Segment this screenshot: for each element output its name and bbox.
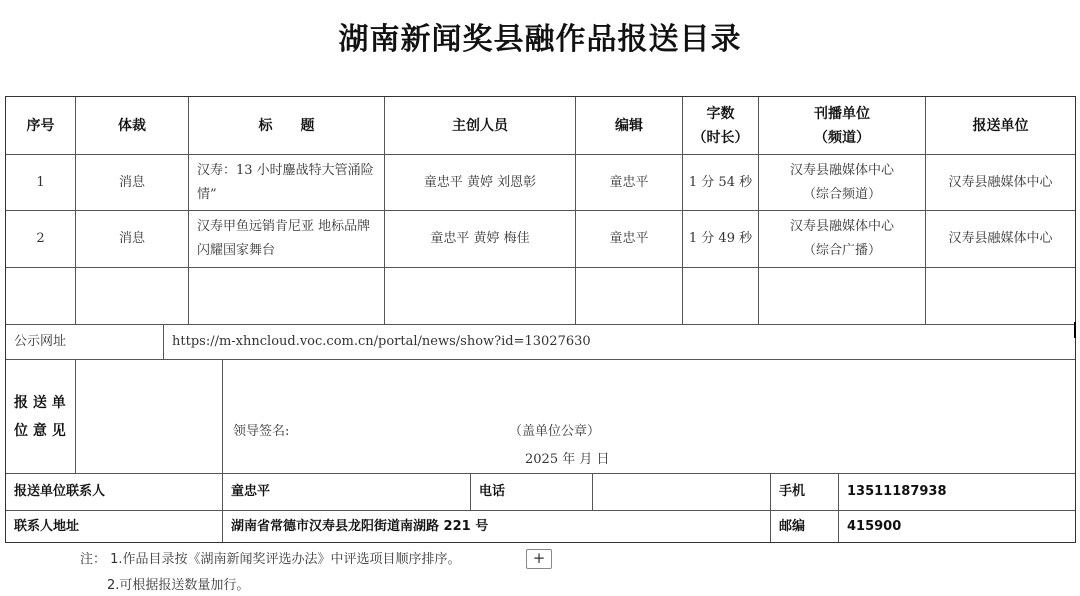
row1-publisher xyxy=(759,155,926,211)
note-prefix: 注： xyxy=(80,552,107,567)
row2-creators: 童忠平 黄婷 梅佳 xyxy=(385,211,576,268)
header-seq: 序号 xyxy=(6,97,76,155)
postcode-value[interactable]: 415900 xyxy=(847,518,902,534)
seal-label: （盖单位公章） xyxy=(509,424,601,439)
address-value[interactable]: 湖南省常德市汉寿县龙阳街道南湖路 221 号 xyxy=(223,511,771,542)
row1-length: 1 分 54 秒 xyxy=(683,155,759,211)
header-publisher xyxy=(759,97,926,155)
row2-length: 1 分 49 秒 xyxy=(683,211,759,268)
plus-icon[interactable]: + xyxy=(526,549,552,569)
postcode-label: 邮编 xyxy=(771,511,839,542)
row3-creators[interactable] xyxy=(385,268,576,325)
row2-seq: 2 xyxy=(6,211,76,268)
submission-table xyxy=(5,96,1076,543)
address-label: 联系人地址 xyxy=(6,511,223,542)
row1-seq: 1 xyxy=(6,155,76,211)
opinion-date: 2025 年 月 日 xyxy=(525,452,610,467)
leader-signature-label: 领导签名: xyxy=(233,424,290,439)
header-length-line1: 字数 xyxy=(706,105,735,122)
mobile-value[interactable]: 13511187938 xyxy=(839,474,1075,511)
text-cursor xyxy=(1074,322,1076,338)
row2-genre: 消息 xyxy=(76,211,189,268)
row2-editor: 童忠平 xyxy=(576,211,683,268)
phone-label: 电话 xyxy=(471,474,593,511)
row3-length[interactable] xyxy=(683,268,759,325)
opinion-label xyxy=(6,360,76,474)
opinion-label-line2: 位 意 见 xyxy=(14,422,66,439)
row1-genre: 消息 xyxy=(76,155,189,211)
row2-publisher-name: 汉寿县融媒体中心 xyxy=(789,219,894,234)
note-text1: 1.作品目录按《湖南新闻奖评选办法》中评选项目顺序排序。 xyxy=(110,552,461,567)
header-title: 标 题 xyxy=(189,97,385,155)
row2-publisher-channel: （综合广播） xyxy=(802,243,881,258)
row1-publisher-name: 汉寿县融媒体中心 xyxy=(789,162,894,178)
opinion-label-line1: 报 送 单 xyxy=(14,394,66,411)
note-line2: 2.可根据报送数量加行。 xyxy=(107,578,250,593)
page-title: 湖南新闻奖县融作品报送目录 xyxy=(338,22,742,57)
row1-publisher-channel: （综合频道） xyxy=(802,186,881,202)
row1-title: 汉寿：13 小时鏖战特大管涌险情” xyxy=(189,155,385,211)
mobile-label: 手机 xyxy=(771,474,839,511)
public-url-label: 公示网址 xyxy=(6,325,164,360)
row2-publisher xyxy=(759,211,926,268)
header-length xyxy=(683,97,759,155)
header-publisher-line2: （频道） xyxy=(814,129,870,146)
row3-publisher[interactable] xyxy=(759,268,926,325)
header-genre: 体裁 xyxy=(76,97,189,155)
header-submitter: 报送单位 xyxy=(926,97,1075,155)
row3-title[interactable] xyxy=(189,268,385,325)
phone-value[interactable] xyxy=(593,474,771,511)
row3-editor[interactable] xyxy=(576,268,683,325)
row3-submitter[interactable] xyxy=(926,268,1075,325)
public-url-value[interactable]: https://m-xhncloud.voc.com.cn/portal/news/show?id=13027630 xyxy=(164,325,1075,360)
row1-editor: 童忠平 xyxy=(576,155,683,211)
row1-submitter: 汉寿县融媒体中心 xyxy=(926,155,1075,211)
header-length-line2: （时长） xyxy=(692,129,749,146)
opinion-area[interactable] xyxy=(223,360,1075,474)
row3-seq[interactable] xyxy=(6,268,76,325)
header-creators: 主创人员 xyxy=(385,97,576,155)
row2-title: 汉寿甲鱼远销肯尼亚 地标品牌闪耀国家舞台 xyxy=(189,211,385,268)
contact-name[interactable]: 童忠平 xyxy=(223,474,471,511)
header-publisher-line1: 刊播单位 xyxy=(814,105,870,122)
row3-genre[interactable] xyxy=(76,268,189,325)
row1-creators: 童忠平 黄婷 刘恩彰 xyxy=(385,155,576,211)
contact-label: 报送单位联系人 xyxy=(6,474,223,511)
header-editor: 编辑 xyxy=(576,97,683,155)
opinion-blank[interactable] xyxy=(76,360,223,474)
row2-submitter: 汉寿县融媒体中心 xyxy=(926,211,1075,268)
note-line1 xyxy=(80,548,461,567)
